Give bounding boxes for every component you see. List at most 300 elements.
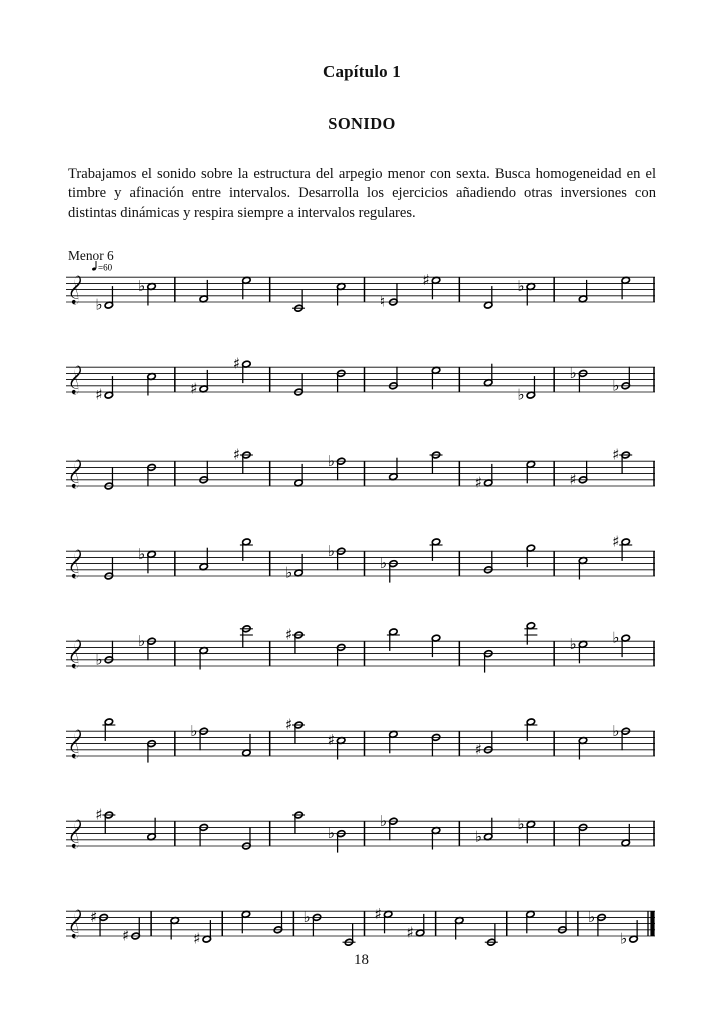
notehead <box>242 538 251 546</box>
measures <box>90 905 638 948</box>
note-half <box>375 905 393 933</box>
measure <box>293 908 355 946</box>
notehead <box>389 730 398 738</box>
measure <box>554 446 632 489</box>
note-half <box>104 467 113 490</box>
notehead <box>621 538 630 546</box>
measure <box>554 722 630 760</box>
accidental-sharp: ♯ <box>569 470 577 489</box>
note-half <box>380 812 398 840</box>
accidental-sharp: ♯ <box>285 625 293 644</box>
notehead <box>344 938 353 946</box>
note-half <box>328 542 346 570</box>
note-half <box>199 461 208 484</box>
accidental-flat: ♭ <box>517 277 525 296</box>
accidental-sharp: ♯ <box>285 715 293 734</box>
staff-system <box>0 715 723 812</box>
accidental-flat: ♭ <box>138 544 146 563</box>
notehead <box>526 283 535 291</box>
notehead <box>242 842 251 850</box>
note-half <box>389 367 398 390</box>
notehead <box>389 628 398 636</box>
measure <box>459 815 535 846</box>
notehead <box>131 932 140 940</box>
page-number: 18 <box>354 952 369 968</box>
note-half <box>620 920 638 948</box>
note-half <box>621 276 630 299</box>
accidental-sharp: ♯ <box>232 354 241 373</box>
note-half <box>484 551 493 574</box>
note-half <box>138 545 156 573</box>
notehead <box>242 451 251 459</box>
measure <box>95 806 156 841</box>
final-barline <box>648 911 653 936</box>
accidental-flat: ♭ <box>285 563 293 582</box>
notehead <box>147 740 156 748</box>
note-half <box>526 910 535 933</box>
note-half <box>95 806 115 834</box>
note-half <box>570 461 588 489</box>
note-half <box>328 824 346 852</box>
note-half <box>407 914 425 942</box>
treble-clef <box>71 910 81 939</box>
note-half <box>242 827 251 850</box>
accidental-sharp: ♯ <box>474 740 482 759</box>
measures <box>95 271 630 314</box>
note-half <box>199 280 208 303</box>
measure <box>459 460 535 491</box>
treble-clef <box>71 550 81 579</box>
notehead <box>294 569 303 577</box>
note-half <box>387 628 400 651</box>
measures <box>95 622 630 673</box>
measure <box>104 545 156 580</box>
notehead <box>199 385 208 393</box>
measure <box>554 276 630 302</box>
measure <box>104 464 156 490</box>
note-half <box>328 731 346 759</box>
measure <box>459 364 535 404</box>
notehead <box>526 718 535 726</box>
staff-system <box>0 805 723 902</box>
chapter-title: Capítulo 1 <box>322 62 402 81</box>
accidental-flat: ♭ <box>569 364 577 382</box>
notehead <box>416 929 425 937</box>
notehead <box>170 917 179 925</box>
notehead <box>294 631 303 639</box>
notehead <box>199 727 208 735</box>
staff-lines <box>66 821 655 846</box>
notehead <box>199 295 208 303</box>
note-half <box>612 367 630 395</box>
measure <box>175 722 251 757</box>
treble-clef <box>71 366 81 395</box>
note-half <box>380 283 398 311</box>
note-half <box>147 740 156 763</box>
notehead <box>484 566 493 574</box>
notehead <box>526 391 535 399</box>
measure <box>365 628 441 666</box>
measure <box>554 821 630 847</box>
note-half <box>242 276 251 299</box>
note-half <box>578 824 587 847</box>
notehead <box>104 391 113 399</box>
measure <box>365 366 441 392</box>
accidental-flat: ♭ <box>190 721 198 740</box>
note-half <box>517 277 535 305</box>
notehead <box>558 926 567 934</box>
note-half <box>294 373 303 396</box>
note-half <box>240 538 253 561</box>
notehead <box>147 464 156 472</box>
accidental-flat: ♭ <box>517 814 525 833</box>
note-half <box>517 376 535 404</box>
accidental-flat: ♭ <box>588 908 596 926</box>
notehead <box>431 634 440 642</box>
note-half <box>193 920 211 948</box>
notehead <box>199 647 208 655</box>
note-half <box>147 818 156 841</box>
measure <box>270 716 346 760</box>
notehead <box>487 938 496 946</box>
notehead <box>621 451 630 459</box>
notehead <box>431 451 440 459</box>
notehead <box>199 824 208 832</box>
note-half <box>240 625 253 648</box>
accidental-flat: ♭ <box>612 376 620 395</box>
notehead <box>147 550 156 558</box>
note-half <box>337 283 346 306</box>
note-half <box>233 446 253 474</box>
notehead <box>337 547 346 555</box>
accidental-sharp: ♯ <box>474 473 482 492</box>
page-content <box>68 62 656 264</box>
notehead <box>526 544 535 552</box>
note-half <box>292 289 305 312</box>
measure <box>365 905 425 942</box>
measure <box>175 538 253 576</box>
notehead <box>242 276 251 284</box>
staff-system <box>0 902 723 992</box>
accidental-flat: ♭ <box>327 824 335 843</box>
note-half <box>328 452 346 480</box>
staff-system <box>0 262 723 358</box>
accidental-sharp: ♯ <box>232 445 241 464</box>
notehead <box>147 637 156 645</box>
measure <box>270 452 346 487</box>
note-half <box>170 917 179 940</box>
notehead <box>384 910 393 918</box>
staff-lines <box>66 551 655 576</box>
notehead <box>389 382 398 390</box>
accidental-flat: ♭ <box>517 385 525 404</box>
note-half <box>242 734 251 757</box>
note-half <box>558 911 567 934</box>
note-half <box>578 280 587 303</box>
note-half <box>612 722 630 750</box>
notehead <box>578 370 587 378</box>
notehead <box>99 914 108 922</box>
accidental-flat: ♭ <box>95 650 103 669</box>
note-half <box>285 716 305 744</box>
treble-clef <box>71 276 81 305</box>
accidental-sharp: ♯ <box>422 270 430 289</box>
notehead <box>431 366 440 374</box>
note-half <box>95 286 113 314</box>
measure <box>365 812 441 850</box>
notehead <box>104 482 113 490</box>
staff-lines <box>66 367 655 395</box>
note-half <box>292 811 305 834</box>
measure <box>507 910 567 936</box>
note-half <box>526 544 535 567</box>
staff-system <box>0 354 723 448</box>
accidental-sharp: ♯ <box>122 926 130 945</box>
notehead <box>389 298 398 306</box>
measure <box>578 908 638 948</box>
notehead <box>337 737 346 745</box>
notehead <box>578 295 587 303</box>
section-title: SONIDO <box>328 114 396 133</box>
notehead <box>242 749 251 757</box>
notehead <box>273 926 282 934</box>
measure <box>270 277 346 312</box>
note-half <box>273 911 282 934</box>
note-half <box>485 923 498 946</box>
notehead <box>147 373 156 381</box>
notehead <box>597 914 606 922</box>
staff-lines <box>66 641 655 669</box>
note-half <box>190 722 208 750</box>
accidental-flat: ♭ <box>327 451 335 470</box>
measures <box>95 806 630 853</box>
note-half <box>337 370 346 393</box>
note-half <box>578 557 587 580</box>
measure <box>270 542 346 582</box>
note-half <box>423 271 441 299</box>
notehead <box>621 276 630 284</box>
measure <box>554 364 630 394</box>
note-half <box>484 650 493 673</box>
notehead <box>621 634 630 642</box>
measure <box>151 911 211 948</box>
notehead <box>202 935 211 943</box>
notehead <box>337 370 346 378</box>
accidental-sharp: ♯ <box>612 532 620 551</box>
note-half <box>430 451 443 474</box>
measure <box>365 451 443 486</box>
staff-lines <box>66 911 655 936</box>
staff-lines <box>66 277 655 302</box>
note-half <box>95 641 113 669</box>
accidental-sharp: ♯ <box>327 731 335 750</box>
notehead <box>337 644 346 652</box>
notehead <box>104 811 113 819</box>
note-half <box>588 908 606 936</box>
note-half <box>612 629 630 657</box>
note-half <box>138 632 156 660</box>
notehead <box>621 727 630 735</box>
notehead <box>578 824 587 832</box>
notehead <box>484 833 493 841</box>
notehead <box>578 640 587 648</box>
measures <box>102 716 630 763</box>
notehead <box>621 382 630 390</box>
note-half <box>241 910 250 933</box>
treble-clef <box>71 460 81 489</box>
notehead <box>484 301 493 309</box>
measure <box>459 544 535 576</box>
note-half <box>570 635 588 663</box>
accidental-sharp: ♯ <box>95 805 103 824</box>
accidental-flat: ♭ <box>612 721 620 740</box>
measure <box>270 811 346 852</box>
note-half <box>337 644 346 667</box>
notehead <box>578 737 587 745</box>
note-half <box>431 827 440 850</box>
notehead <box>242 360 251 368</box>
accidental-flat: ♭ <box>379 554 387 573</box>
notehead <box>199 563 208 571</box>
measure <box>95 277 156 314</box>
note-half <box>190 370 208 398</box>
measure <box>436 911 498 946</box>
notehead <box>431 276 440 284</box>
svg-text:=60: =60 <box>98 262 113 273</box>
measure <box>175 446 253 486</box>
notehead <box>294 388 303 396</box>
accidental-flat: ♭ <box>95 295 103 314</box>
notehead <box>526 622 535 630</box>
notehead <box>104 301 113 309</box>
measure <box>459 718 537 758</box>
note-half <box>304 908 322 936</box>
note-half <box>475 464 493 492</box>
accidental-sharp: ♯ <box>406 923 414 942</box>
accidental-flat: ♭ <box>620 929 628 948</box>
notehead <box>578 476 587 484</box>
notehead <box>578 557 587 565</box>
measure <box>365 271 441 311</box>
note-half <box>285 626 305 654</box>
note-half <box>484 286 493 309</box>
note-half <box>147 464 156 487</box>
notehead <box>431 538 440 546</box>
notehead <box>147 283 156 291</box>
notehead <box>431 827 440 835</box>
accidental-natural-sharp: ♮ <box>379 292 386 311</box>
measure <box>90 908 140 945</box>
notehead <box>389 560 398 568</box>
notehead <box>455 917 464 925</box>
notehead <box>526 460 535 468</box>
note-half <box>524 622 537 645</box>
note-half <box>104 557 113 580</box>
note-half <box>90 908 108 936</box>
note-half <box>122 917 140 945</box>
note-half <box>475 731 493 759</box>
note-half <box>95 376 113 404</box>
accidental-flat: ♭ <box>379 811 387 830</box>
accidental-sharp: ♯ <box>193 929 201 948</box>
notehead <box>241 910 250 918</box>
accidental-sharp: ♯ <box>95 385 103 404</box>
note-half <box>147 373 156 396</box>
note-half <box>389 458 398 481</box>
notehead <box>526 820 535 828</box>
note-half <box>430 538 443 561</box>
note-half <box>621 824 630 847</box>
measure <box>175 821 251 850</box>
notehead <box>294 811 303 819</box>
note-half <box>570 364 588 392</box>
note-half <box>612 533 632 561</box>
notehead <box>242 625 251 633</box>
notehead <box>337 830 346 838</box>
accidental-sharp: ♯ <box>90 908 98 926</box>
note-half <box>199 548 208 571</box>
treble-clef <box>71 820 81 849</box>
accidental-sharp: ♯ <box>612 445 620 464</box>
measures <box>95 355 630 404</box>
measure <box>95 632 156 669</box>
measure <box>175 355 251 398</box>
accidental-flat: ♭ <box>474 827 482 846</box>
note-half <box>102 718 115 741</box>
note-half <box>612 446 632 474</box>
note-half <box>431 734 440 757</box>
note-half <box>484 364 493 387</box>
note-half <box>475 818 493 846</box>
note-half <box>294 464 303 487</box>
measure <box>554 533 632 580</box>
accidental-sharp: ♯ <box>374 904 382 923</box>
notehead <box>104 656 113 664</box>
note-half <box>343 923 356 946</box>
note-half <box>578 737 587 760</box>
measures <box>104 533 632 583</box>
accidental-sharp: ♯ <box>190 379 198 398</box>
notehead <box>484 379 493 387</box>
note-half <box>526 460 535 483</box>
notehead <box>104 572 113 580</box>
treble-clef <box>71 730 81 759</box>
notehead <box>147 833 156 841</box>
measure <box>270 367 346 396</box>
note-half <box>138 277 156 305</box>
notehead <box>104 718 113 726</box>
exercise-label: Menor 6 <box>68 248 114 264</box>
measure <box>459 622 537 673</box>
measure <box>365 730 441 756</box>
note-half <box>517 815 535 843</box>
notehead <box>294 304 303 312</box>
measure <box>175 276 251 302</box>
measure <box>95 373 156 404</box>
measure <box>459 277 535 309</box>
accidental-flat: ♭ <box>303 908 311 926</box>
note-half <box>389 730 398 753</box>
measures <box>104 446 632 492</box>
note-half <box>233 355 251 383</box>
note-half <box>455 917 464 940</box>
notehead <box>621 839 630 847</box>
measure <box>175 625 253 670</box>
note-half <box>431 366 440 389</box>
notehead <box>431 734 440 742</box>
note-half <box>431 634 440 657</box>
notehead <box>629 935 638 943</box>
